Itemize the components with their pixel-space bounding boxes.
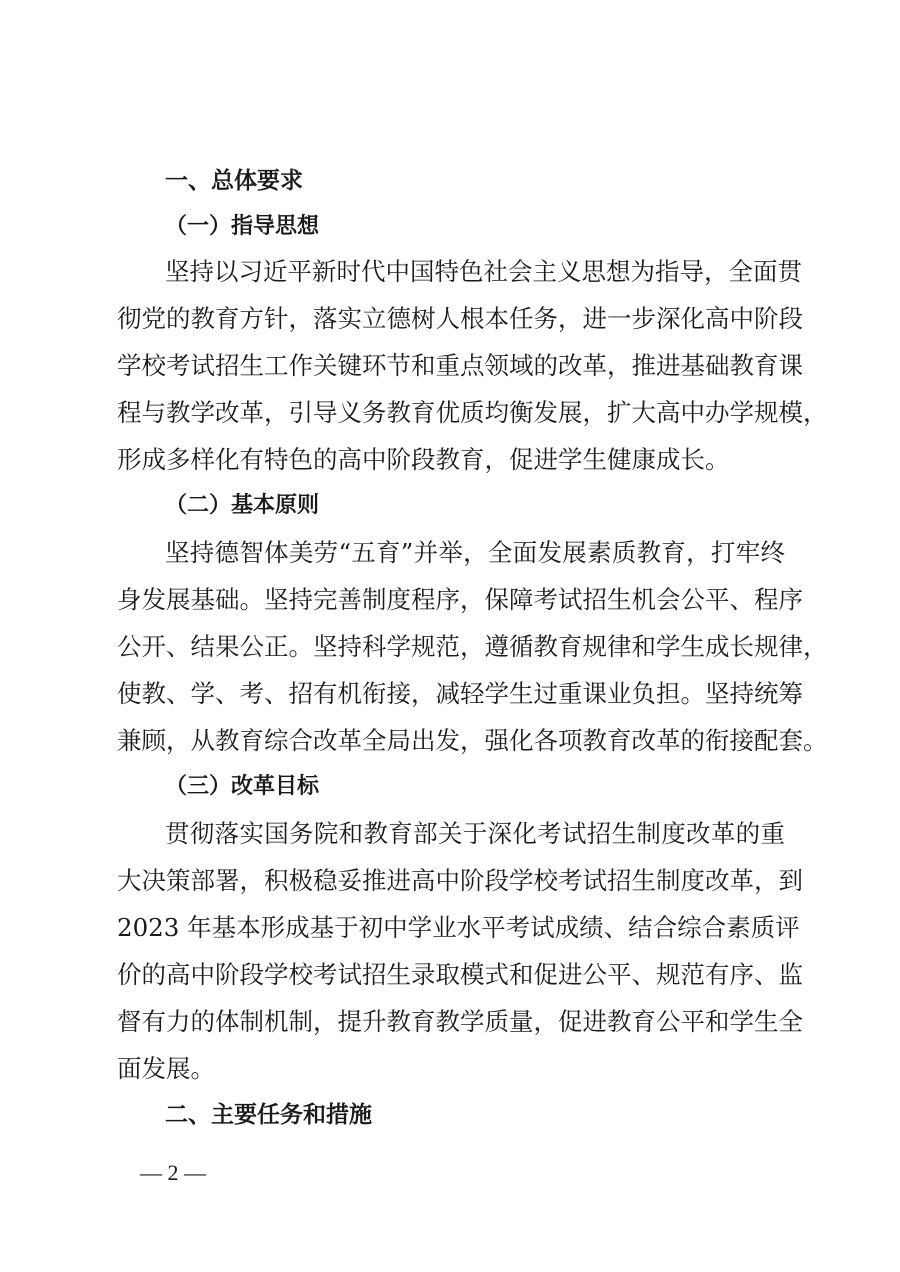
- paragraph-line: 程与教学改革，引导义务教育优质均衡发展，扩大高中办学规模，: [117, 398, 828, 427]
- paragraph-line: 使教、学、考、招有机衔接，减轻学生过重课业负担。坚持统筹: [117, 679, 803, 708]
- paragraph-line: 价的高中阶段学校考试招生录取模式和促进公平、规范有序、监: [117, 960, 803, 989]
- section-heading-general-requirements: 一、总体要求: [165, 168, 303, 194]
- paragraph-line: 形成多样化有特色的高中阶段教育，促进学生健康成长。: [117, 445, 730, 474]
- paragraph-line: 兼顾，从教育综合改革全局出发，强化各项教育改革的衔接配套。: [117, 726, 828, 755]
- page-number: — 2 —: [140, 1160, 206, 1185]
- paragraph-line: 学校考试招生工作关键环节和重点领域的改革，推进基础教育课: [117, 351, 803, 380]
- subheading-guiding-ideology: （一）指导思想: [165, 214, 320, 239]
- paragraph-line: 坚持德智体美劳“五育”并举，全面发展素质教育，打牢终: [165, 538, 785, 567]
- paragraph-line: 督有力的体制机制，提升教育教学质量，促进教育公平和学生全: [117, 1007, 803, 1036]
- paragraph-line: 公开、结果公正。坚持科学规范，遵循教育规律和学生成长规律，: [117, 632, 828, 661]
- paragraph-line: 坚持以习近平新时代中国特色社会主义思想为指导，全面贯: [165, 257, 802, 286]
- paragraph-line: 身发展基础。坚持完善制度程序，保障考试招生机会公平、程序: [117, 585, 803, 614]
- paragraph-line: 大决策部署，积极稳妥推进高中阶段学校考试招生制度改革，到: [117, 866, 803, 895]
- paragraph-line: 彻党的教育方针，落实立德树人根本任务，进一步深化高中阶段: [117, 304, 803, 333]
- section-heading-main-tasks: 二、主要任务和措施: [165, 1102, 372, 1128]
- paragraph-line: 贯彻落实国务院和教育部关于深化考试招生制度改革的重: [165, 819, 785, 848]
- paragraph-line: 2023 年基本形成基于初中学业水平考试成绩、结合综合素质评: [117, 913, 800, 942]
- subheading-reform-goals: （三）改革目标: [165, 774, 320, 799]
- paragraph-line: 面发展。: [117, 1054, 215, 1083]
- subheading-basic-principles: （二）基本原则: [165, 493, 320, 518]
